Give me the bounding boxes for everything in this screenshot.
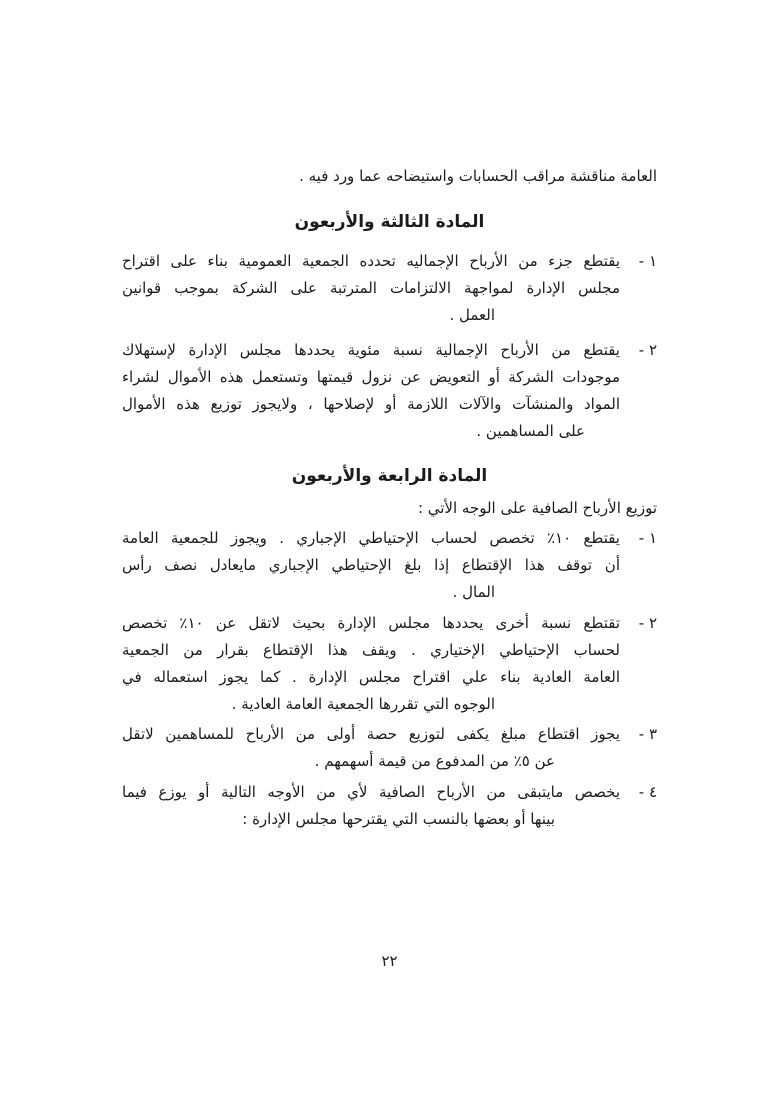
- page-number: ٢٢: [381, 952, 398, 970]
- text-line: المال .: [452, 583, 495, 601]
- text-line: عن ٥٪ من المدفوع من قيمة أسهمهم .: [314, 752, 555, 770]
- item-text: [122, 779, 620, 833]
- item-number: ١ -: [638, 252, 657, 270]
- text-line: لحساب الإحتياطي الإختياري . ويقف هذا الإقتطاع بقرار من الجمعية: [122, 641, 620, 659]
- item-text: [122, 337, 620, 445]
- item-text: [122, 248, 620, 329]
- paragraph-continuation: العامة مناقشة مراقب الحسابات واستيضاحه عما ورد فيه .: [299, 167, 657, 185]
- text-line: أن توقف هذا الإقتطاع إذا بلغ الإحتياطي الإجباري مايعادل نصف رأس: [122, 556, 620, 574]
- item-text: [122, 721, 620, 775]
- text-line: موجودات الشركة أو التعويض عن نزول قيمتها وتستعمل هذه الأموال لشراء: [122, 368, 620, 386]
- article-44-heading: المادة الرابعة والأربعون: [291, 466, 488, 486]
- text-line: يقتطع ١٠٪ تخصص لحساب الإحتياطي الإجباري . ويجوز للجمعية العامة: [122, 529, 620, 547]
- list-item-43-1: [122, 248, 657, 329]
- text-line: العامة العادية بناء علي اقتراح مجلس الإدارة . كما يجوز استعماله في: [122, 668, 620, 686]
- item-number: ٤ -: [638, 783, 657, 801]
- item-number: ٢ -: [638, 341, 657, 359]
- text-line: الوجوه التي تقررها الجمعية العامة العادية .: [231, 695, 495, 713]
- item-number: ١ -: [638, 529, 657, 547]
- list-item-44-4: [122, 779, 657, 833]
- text-line: يقتطع جزء من الأرباح الإجماليه تحدده الجمعية العمومية بناء على اقتراح: [122, 252, 620, 270]
- list-item-43-2: [122, 337, 657, 445]
- text-line: يخصص مايتبقى من الأرباح الصافية لأي من الأوجه التالية أو يوزع فيما: [122, 783, 620, 801]
- text-line: على المساهمين .: [476, 422, 585, 440]
- text-line: يقتطع من الأرباح الإجمالية نسبة مئوية يحددها مجلس الإدارة لإستهلاك: [122, 341, 620, 359]
- item-text: [122, 610, 620, 718]
- text-line: بينها أو بعضها بالنسب التي يقترحها مجلس الإدارة :: [242, 810, 555, 828]
- article-43-heading: المادة الثالثة والأربعون: [294, 212, 485, 232]
- text-line: المواد والمنشآت والآلات اللازمة أو لإصلاحها ، ولايجوز توزيع هذه الأموال: [122, 395, 620, 413]
- item-text: [122, 525, 620, 606]
- article-44-intro: توزيع الأرباح الصافية على الوجه الأتي :: [417, 499, 657, 517]
- list-item-44-1: [122, 525, 657, 606]
- item-number: ٣ -: [638, 725, 657, 743]
- text-line: يجوز اقتطاع مبلغ يكفى لتوزيع حصة أولى من الأرباح للمساهمين لاتقل: [122, 725, 620, 743]
- text-line: العمل .: [449, 306, 495, 324]
- page-content: [122, 0, 657, 833]
- item-number: ٢ -: [638, 614, 657, 632]
- text-line: مجلس الإدارة لمواجهة الالتزامات المترتبة على الشركة بموجب قوانين: [122, 279, 620, 297]
- list-item-44-2: [122, 610, 657, 718]
- list-item-44-3: [122, 721, 657, 775]
- text-line: تقتطع نسبة أخرى يحددها مجلس الإدارة بحيث لاتقل عن ١٠٪ تخصص: [122, 614, 620, 632]
